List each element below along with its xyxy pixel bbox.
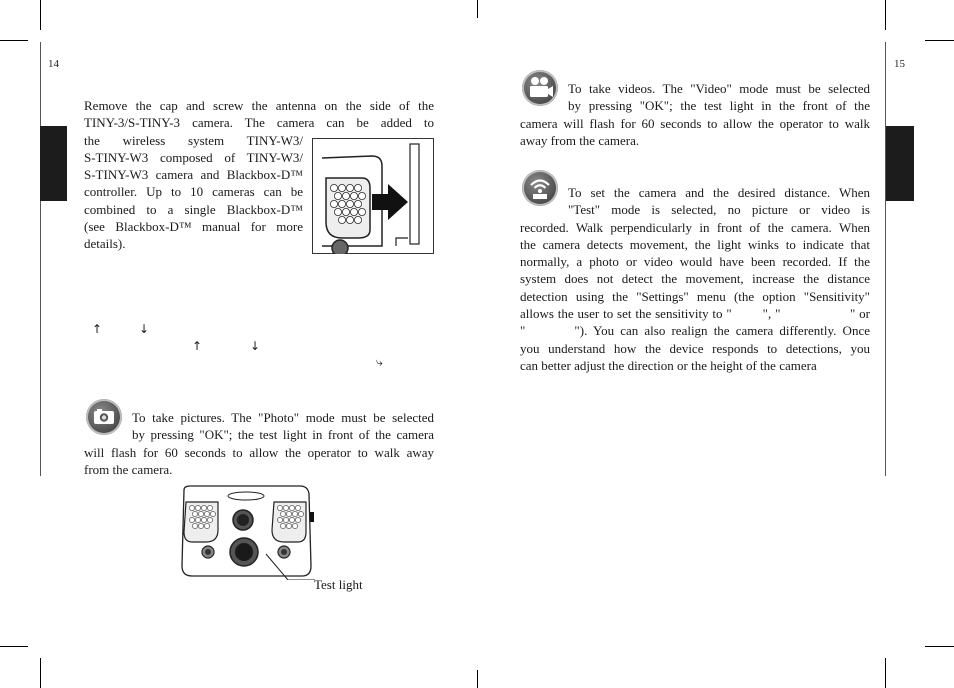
text-line: " "). You can also realign the camera differently. Once <box>520 323 870 339</box>
text-line: Remove the cap and screw the antenna on the side of the <box>84 98 434 113</box>
test-paragraph <box>520 184 870 374</box>
text-line: normally, a photo or video would have been recorded. If the <box>520 254 870 270</box>
text-line: system does not detect the movement, increase the distance <box>520 271 870 287</box>
test-light-caption: Test light <box>314 577 363 592</box>
text-line: camera will flash for 60 seconds to allow the operator to walk <box>520 115 870 131</box>
section-tab-left <box>40 126 67 201</box>
text-line: from the camera. <box>84 461 173 477</box>
text-line: "Test" mode is selected, no picture or video is <box>568 202 870 218</box>
text-line: S-TINY-W3 camera and Blackbox-D™ <box>84 167 303 183</box>
page-edge <box>885 42 886 476</box>
crop-mark <box>885 0 886 30</box>
up-arrow-icon: ↑ <box>192 339 203 353</box>
crop-mark <box>477 0 478 18</box>
text-line: TINY-3/S-TINY-3 camera. The camera can be added to <box>84 115 434 131</box>
camera-front-illustration <box>180 484 315 580</box>
text-line: (see Blackbox-D™ manual for more <box>84 219 303 235</box>
text-line: the wireless system TINY-W3/ <box>84 132 303 148</box>
text-line: by pressing "OK"; the test light in front of the camera <box>132 427 434 443</box>
page-number-left: 14 <box>48 58 59 70</box>
crop-mark <box>40 0 41 30</box>
text-line: To set the camera and the desired distance. When <box>568 185 870 200</box>
crop-mark <box>925 40 954 41</box>
text-line: by pressing "OK"; the test light in the front of the <box>568 98 870 114</box>
down-arrow-icon: ↓ <box>250 339 261 353</box>
crop-mark <box>0 40 28 41</box>
crop-mark <box>885 658 886 688</box>
crop-mark <box>925 646 954 647</box>
text-line: combined to a single Blackbox-D™ <box>84 201 303 217</box>
text-line: controller. Up to 10 cameras can be <box>84 184 303 200</box>
photo-paragraph <box>84 409 434 478</box>
crop-mark <box>40 658 41 688</box>
return-arrow-icon: ⤷ <box>376 355 383 369</box>
text-line: To take videos. The "Video" mode must be selected <box>568 81 870 96</box>
crop-mark <box>0 646 28 647</box>
text-line: S-TINY-W3 composed of TINY-W3/ <box>84 149 303 165</box>
text-line: the camera detects movement, the light winks to indicate that <box>520 236 870 252</box>
text-line: allows the user to set the sensitivity to " ", " " or <box>520 306 870 322</box>
video-paragraph <box>520 80 870 149</box>
text-line: recorded. Walk perpendicularly in front of the camera. When <box>520 219 870 235</box>
crop-mark <box>477 670 478 688</box>
text-line: details). <box>84 236 126 252</box>
text-line: To take pictures. The "Photo" mode must be selected <box>132 410 434 425</box>
text-line: will flash for 60 seconds to allow the operator to walk away <box>84 444 434 460</box>
section-tab-right <box>886 126 914 201</box>
page-edge <box>40 42 41 476</box>
text-line: can better adjust the direction or the height of the camera <box>520 357 817 373</box>
page-number-right: 15 <box>894 58 905 70</box>
text-line: away from the camera. <box>520 132 640 148</box>
down-arrow-icon: ↓ <box>139 322 150 336</box>
text-line: detection using the "Settings" menu (the option "Sensitivity" <box>520 288 870 304</box>
text-line: you understand how the device responds to detections, you <box>520 340 870 356</box>
antenna-illustration <box>312 138 434 254</box>
up-arrow-icon: ↑ <box>92 322 103 336</box>
